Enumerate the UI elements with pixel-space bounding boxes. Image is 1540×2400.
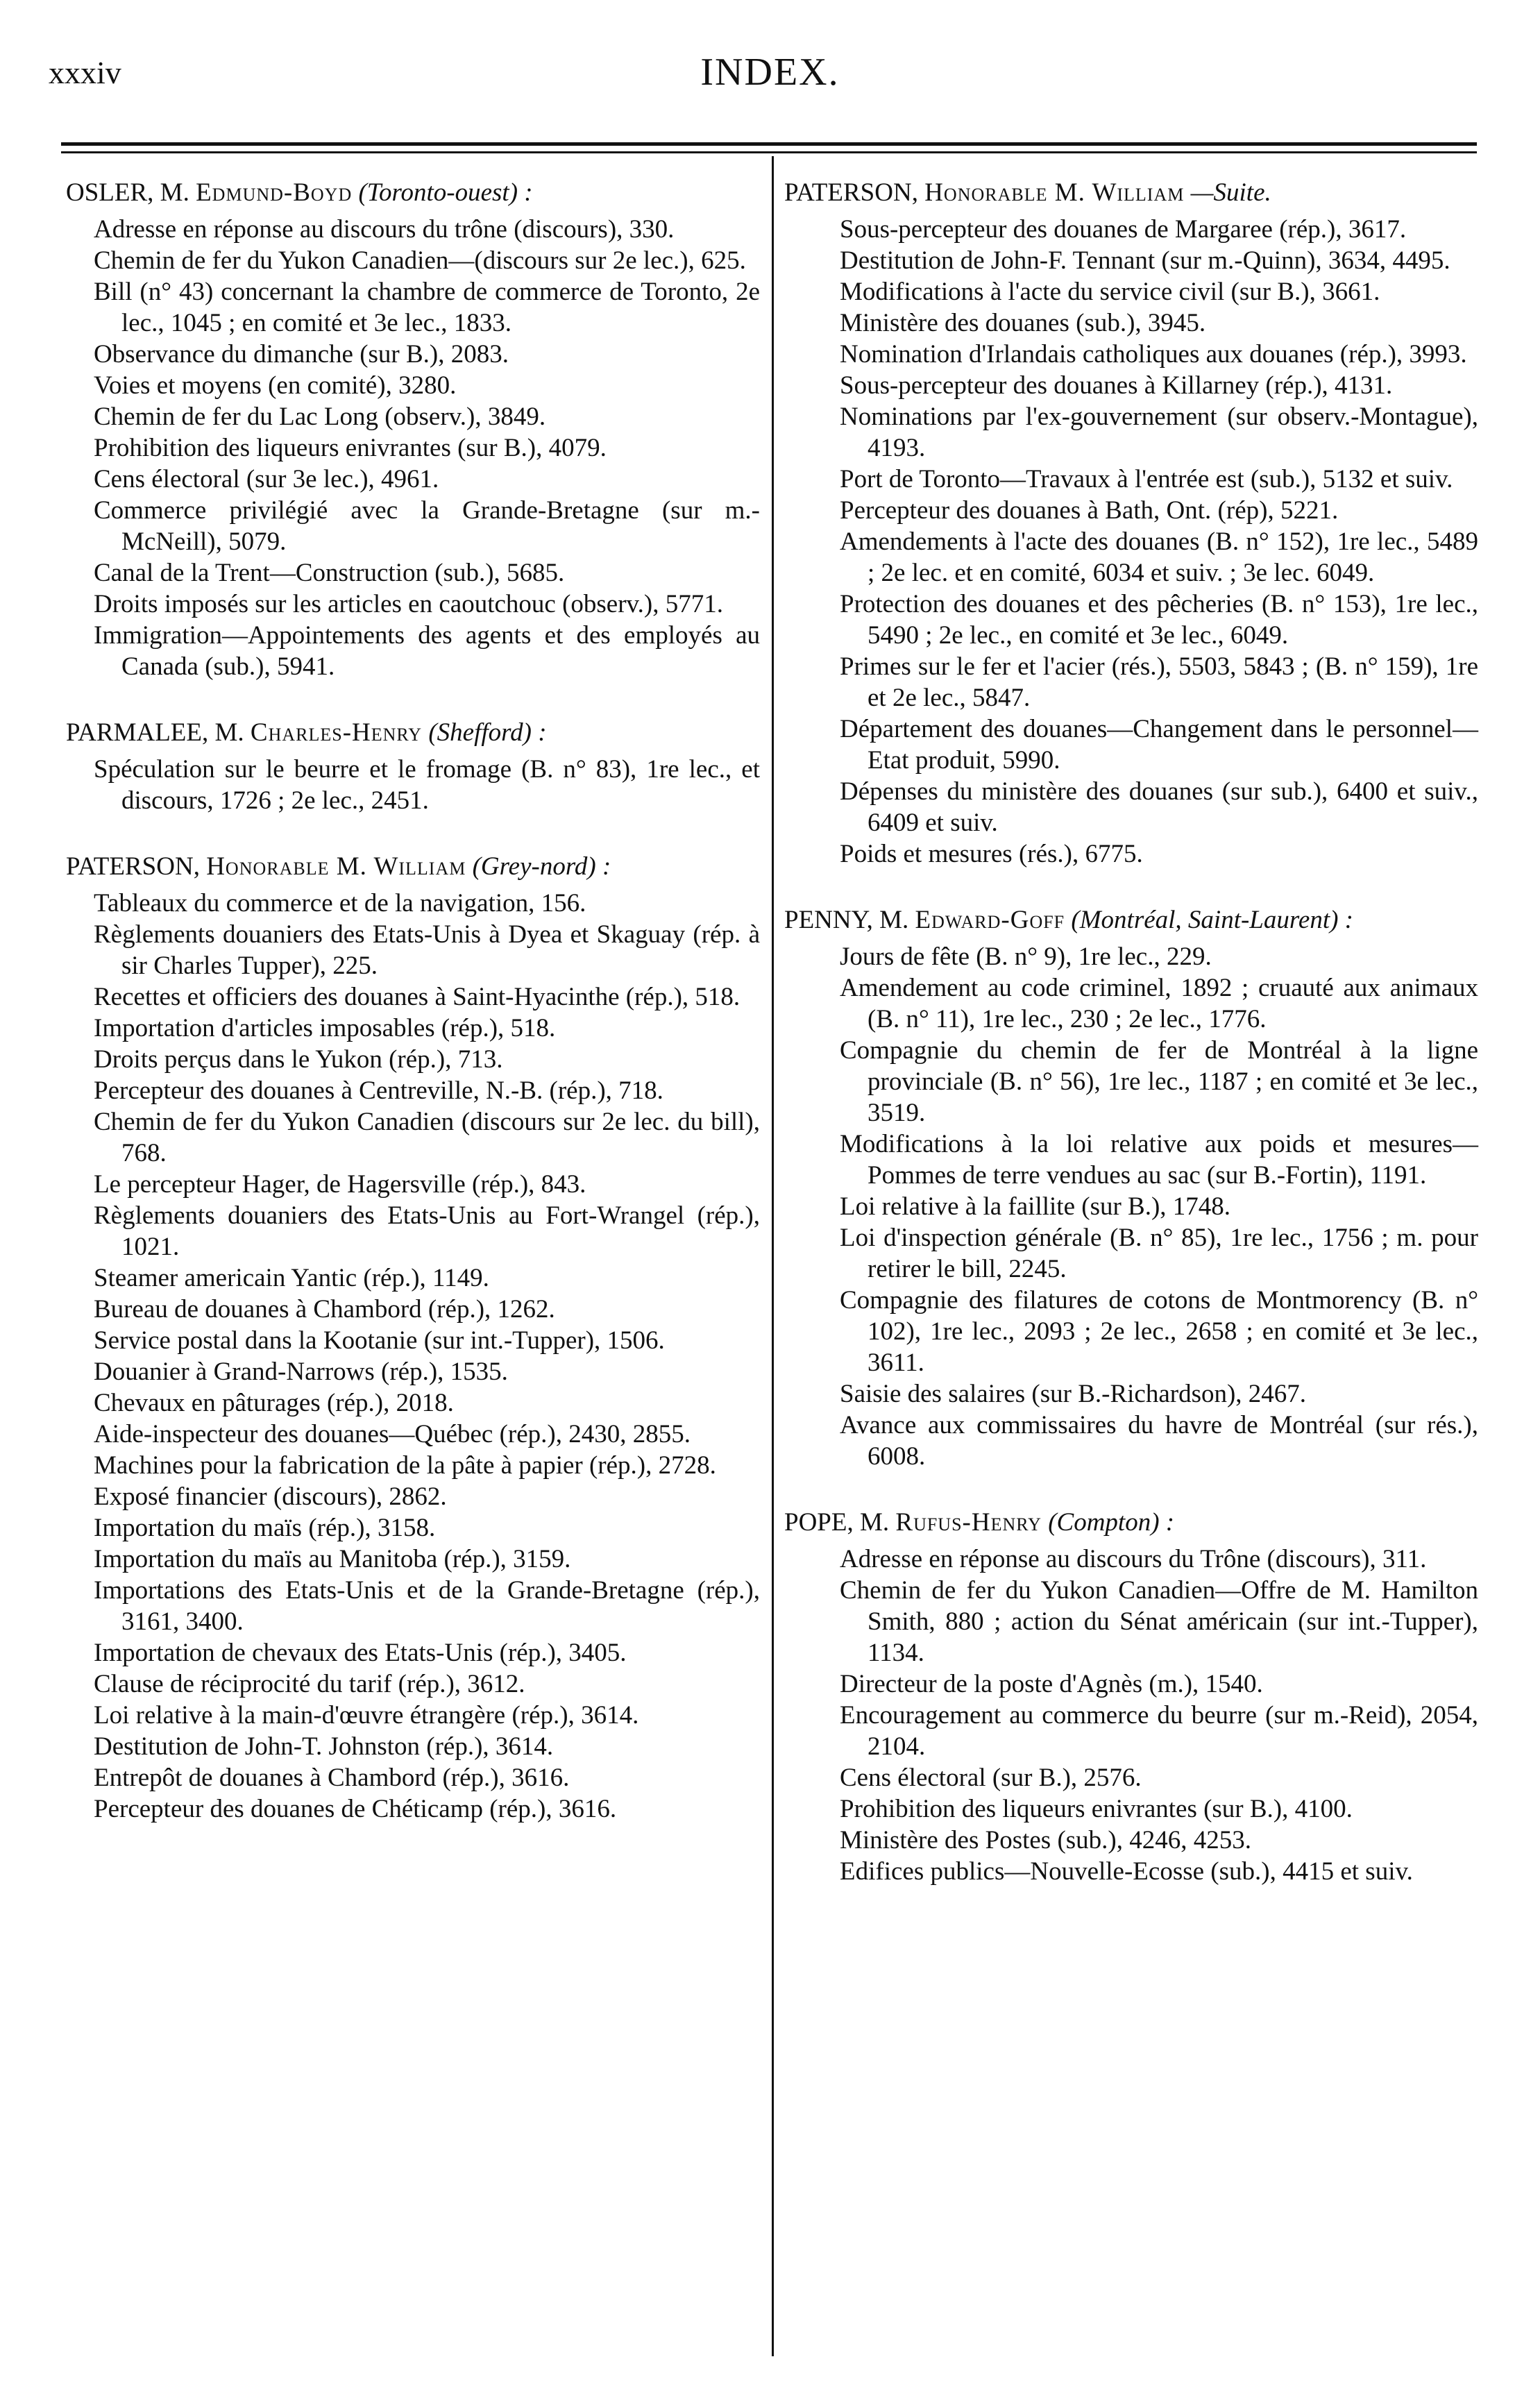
index-item: Amendement au code criminel, 1892 ; cruauté aux animaux (B. n° 11), 1re lec., 230 ; 2e lec., 1776.: [840, 974, 1478, 1033]
index-item: Port de Toronto—Travaux à l'entrée est (sub.), 5132 et suiv.: [840, 465, 1453, 493]
member-given-name: Rufus-Henry: [895, 1508, 1042, 1537]
index-item: Saisie des salaires (sur B.-Richardson), 2467.: [840, 1380, 1307, 1408]
index-item: Spéculation sur le beurre et le fromage (B. n° 83), 1re lec., et discours, 1726 ; 2e lec., 2451.: [94, 755, 760, 815]
index-entry: [66, 177, 760, 682]
index-item: Le percepteur Hager, de Hagersville (rép.), 843.: [94, 1170, 586, 1199]
index-item: Règlements douaniers des Etats-Unis à Dyea et Skaguay (rép. à sir Charles Tupper), 225.: [94, 920, 760, 980]
index-item: Steamer americain Yantic (rép.), 1149.: [94, 1264, 489, 1292]
riding: (Shefford) :: [428, 718, 547, 747]
entry-items: [66, 214, 760, 682]
entry-items: [784, 941, 1478, 1472]
index-item: Aide-inspecteur des douanes—Québec (rép.), 2430, 2855.: [94, 1420, 691, 1448]
index-item: Compagnie du chemin de fer de Montréal à la ligne provinciale (B. n° 56), 1re lec., 1187 ; en comité et 3e lec., 3519.: [840, 1036, 1478, 1127]
index-entry: [66, 717, 760, 816]
index-item: Prohibition des liqueurs enivrantes (sur B.), 4100.: [840, 1795, 1353, 1823]
entry-items: [66, 888, 760, 1825]
index-item: Sous-percepteur des douanes à Killarney (rép.), 4131.: [840, 371, 1393, 400]
entry-heading: [784, 904, 1478, 936]
index-item: Modifications à la loi relative aux poids et mesures—Pommes de terre vendues au sac (sur B.-Fortin), 1191.: [840, 1130, 1478, 1190]
member-given-name: Charles-Henry: [250, 718, 423, 747]
entry-heading: [66, 851, 760, 882]
index-item: Importation d'articles imposables (rép.), 518.: [94, 1014, 556, 1042]
index-item: Percepteur des douanes à Bath, Ont. (rép), 5221.: [840, 496, 1339, 525]
index-item: Département des douanes—Changement dans le personnel—Etat produit, 5990.: [840, 715, 1478, 775]
index-item: Amendements à l'acte des douanes (B. n° 152), 1re lec., 5489 ; 2e lec. et en comité, 6034 et suiv. ; 3e lec. 6049.: [840, 527, 1478, 587]
index-item: Jours de fête (B. n° 9), 1re lec., 229.: [840, 943, 1212, 971]
index-entry: [66, 851, 760, 1825]
index-item: Destitution de John-T. Johnston (rép.), 3614.: [94, 1732, 554, 1761]
page-header: [0, 0, 1540, 139]
index-item: Nomination d'Irlandais catholiques aux douanes (rép.), 3993.: [840, 340, 1467, 369]
index-item: Edifices publics—Nouvelle-Ecosse (sub.), 4415 et suiv.: [840, 1857, 1413, 1886]
page-title: INDEX.: [700, 51, 840, 94]
index-item: Protection des douanes et des pêcheries (B. n° 153), 1re lec., 5490 ; 2e lec., en comité et 3e lec., 6049.: [840, 590, 1478, 650]
entry-items: [784, 1544, 1478, 1887]
index-item: Chemin de fer du Yukon Canadien—(discours sur 2e lec.), 625.: [94, 246, 746, 275]
member-surname: PATERSON,: [66, 852, 200, 881]
index-item: Directeur de la poste d'Agnès (m.), 1540.: [840, 1670, 1263, 1698]
index-item: Percepteur des douanes de Chéticamp (rép.), 3616.: [94, 1795, 617, 1823]
member-surname: PENNY, M.: [784, 906, 909, 934]
index-item: Cens électoral (sur 3e lec.), 4961.: [94, 465, 439, 493]
index-item: Sous-percepteur des douanes de Margaree (rép.), 3617.: [840, 215, 1407, 244]
index-item: Voies et moyens (en comité), 3280.: [94, 371, 457, 400]
index-item: Loi relative à la main-d'œuvre étrangère (rép.), 3614.: [94, 1701, 639, 1730]
index-item: Observance du dimanche (sur B.), 2083.: [94, 340, 509, 369]
header-rule-top: [61, 142, 1477, 146]
index-item: Tableaux du commerce et de la navigation, 156.: [94, 889, 586, 918]
member-given-name: Edmund-Boyd: [196, 178, 353, 207]
index-item: Recettes et officiers des douanes à Saint-Hyacinthe (rép.), 518.: [94, 983, 741, 1011]
index-item: Importation du maïs (rép.), 3158.: [94, 1514, 436, 1542]
index-entry: [784, 1507, 1478, 1887]
entry-items: [784, 214, 1478, 870]
index-item: Chemin de fer du Lac Long (observ.), 3849.: [94, 403, 546, 431]
index-item: Adresse en réponse au discours du trône (discours), 330.: [94, 215, 675, 244]
entry-heading: [66, 177, 760, 208]
left-column: [66, 177, 760, 1859]
page-number: xxxiv: [49, 55, 121, 90]
index-item: Chemin de fer du Yukon Canadien (discours sur 2e lec. du bill), 768.: [94, 1108, 760, 1167]
entry-items: [66, 754, 760, 816]
index-item: Importation de chevaux des Etats-Unis (rép.), 3405.: [94, 1639, 627, 1667]
index-entry: [784, 177, 1478, 870]
member-given-name: Honorable M. William: [206, 852, 466, 881]
index-item: Entrepôt de douanes à Chambord (rép.), 3616.: [94, 1764, 570, 1792]
riding: (Toronto-ouest) :: [358, 178, 533, 207]
index-item: Nominations par l'ex-gouvernement (sur observ.-Montague), 4193.: [840, 403, 1478, 462]
right-column: [784, 177, 1478, 1922]
index-item: Cens électoral (sur B.), 2576.: [840, 1764, 1142, 1792]
index-item: Bill (n° 43) concernant la chambre de commerce de Toronto, 2e lec., 1045 ; en comité et 3e lec., 1833.: [94, 278, 760, 337]
index-item: Ministère des Postes (sub.), 4246, 4253.: [840, 1826, 1251, 1854]
index-item: Percepteur des douanes à Centreville, N.-B. (rép.), 718.: [94, 1076, 663, 1105]
index-item: Avance aux commissaires du havre de Montréal (sur rés.), 6008.: [840, 1411, 1478, 1471]
index-item: Encouragement au commerce du beurre (sur m.-Reid), 2054, 2104.: [840, 1701, 1478, 1761]
index-item: Importation du maïs au Manitoba (rép.), 3159.: [94, 1545, 571, 1573]
index-item: Dépenses du ministère des douanes (sur sub.), 6400 et suiv., 6409 et suiv.: [840, 777, 1478, 837]
index-item: Destitution de John-F. Tennant (sur m.-Quinn), 3634, 4495.: [840, 246, 1450, 275]
column-divider: [772, 156, 774, 2356]
index-item: Prohibition des liqueurs enivrantes (sur B.), 4079.: [94, 434, 607, 462]
index-item: Clause de réciprocité du tarif (rép.), 3612.: [94, 1670, 525, 1698]
riding: (Montréal, Saint-Laurent) :: [1071, 906, 1353, 934]
index-item: Droits imposés sur les articles en caoutchouc (observ.), 5771.: [94, 590, 723, 618]
member-surname: PATERSON,: [784, 178, 918, 207]
index-item: Règlements douaniers des Etats-Unis au Fort-Wrangel (rép.), 1021.: [94, 1201, 760, 1261]
member-given-name: Honorable M. William: [924, 178, 1185, 207]
index-item: Adresse en réponse au discours du Trône (discours), 311.: [840, 1545, 1427, 1573]
riding: (Grey-nord) :: [472, 852, 611, 881]
index-item: Bureau de douanes à Chambord (rép.), 1262.: [94, 1295, 555, 1324]
riding: —Suite.: [1190, 178, 1271, 207]
index-item: Chemin de fer du Yukon Canadien—Offre de M. Hamilton Smith, 880 ; action du Sénat américain (sur int.-Tupper), 1134.: [840, 1576, 1478, 1667]
index-item: Loi relative à la faillite (sur B.), 1748.: [840, 1192, 1231, 1221]
member-given-name: Edward-Goff: [915, 906, 1065, 934]
entry-heading: [784, 1507, 1478, 1538]
member-surname: POPE, M.: [784, 1508, 890, 1537]
index-item: Ministère des douanes (sub.), 3945.: [840, 309, 1206, 337]
entry-heading: [784, 177, 1478, 208]
entry-heading: [66, 717, 760, 748]
header-rule-bottom: [61, 151, 1477, 153]
index-item: Commerce privilégié avec la Grande-Bretagne (sur m.-McNeill), 5079.: [94, 496, 760, 556]
index-item: Machines pour la fabrication de la pâte à papier (rép.), 2728.: [94, 1451, 716, 1480]
index-item: Poids et mesures (rés.), 6775.: [840, 840, 1143, 868]
member-surname: OSLER, M.: [66, 178, 189, 207]
member-surname: PARMALEE, M.: [66, 718, 244, 747]
index-item: Canal de la Trent—Construction (sub.), 5685.: [94, 559, 565, 587]
index-item: Chevaux en pâturages (rép.), 2018.: [94, 1389, 454, 1417]
index-item: Douanier à Grand-Narrows (rép.), 1535.: [94, 1358, 508, 1386]
index-entry: [784, 904, 1478, 1472]
index-item: Immigration—Appointements des agents et des employés au Canada (sub.), 5941.: [94, 621, 760, 681]
index-item: Service postal dans la Kootanie (sur int.-Tupper), 1506.: [94, 1326, 665, 1355]
index-item: Importations des Etats-Unis et de la Grande-Bretagne (rép.), 3161, 3400.: [94, 1576, 760, 1636]
index-item: Droits perçus dans le Yukon (rép.), 713.: [94, 1045, 503, 1074]
index-item: Primes sur le fer et l'acier (rés.), 5503, 5843 ; (B. n° 159), 1re et 2e lec., 5847.: [840, 652, 1478, 712]
riding: (Compton) :: [1048, 1508, 1175, 1537]
index-item: Loi d'inspection générale (B. n° 85), 1re lec., 1756 ; m. pour retirer le bill, 2245.: [840, 1224, 1478, 1283]
index-item: Exposé financier (discours), 2862.: [94, 1482, 447, 1511]
index-item: Compagnie des filatures de cotons de Montmorency (B. n° 102), 1re lec., 2093 ; 2e lec., 2658 ; en comité et 3e lec., 3611.: [840, 1286, 1478, 1377]
index-item: Modifications à l'acte du service civil (sur B.), 3661.: [840, 278, 1380, 306]
